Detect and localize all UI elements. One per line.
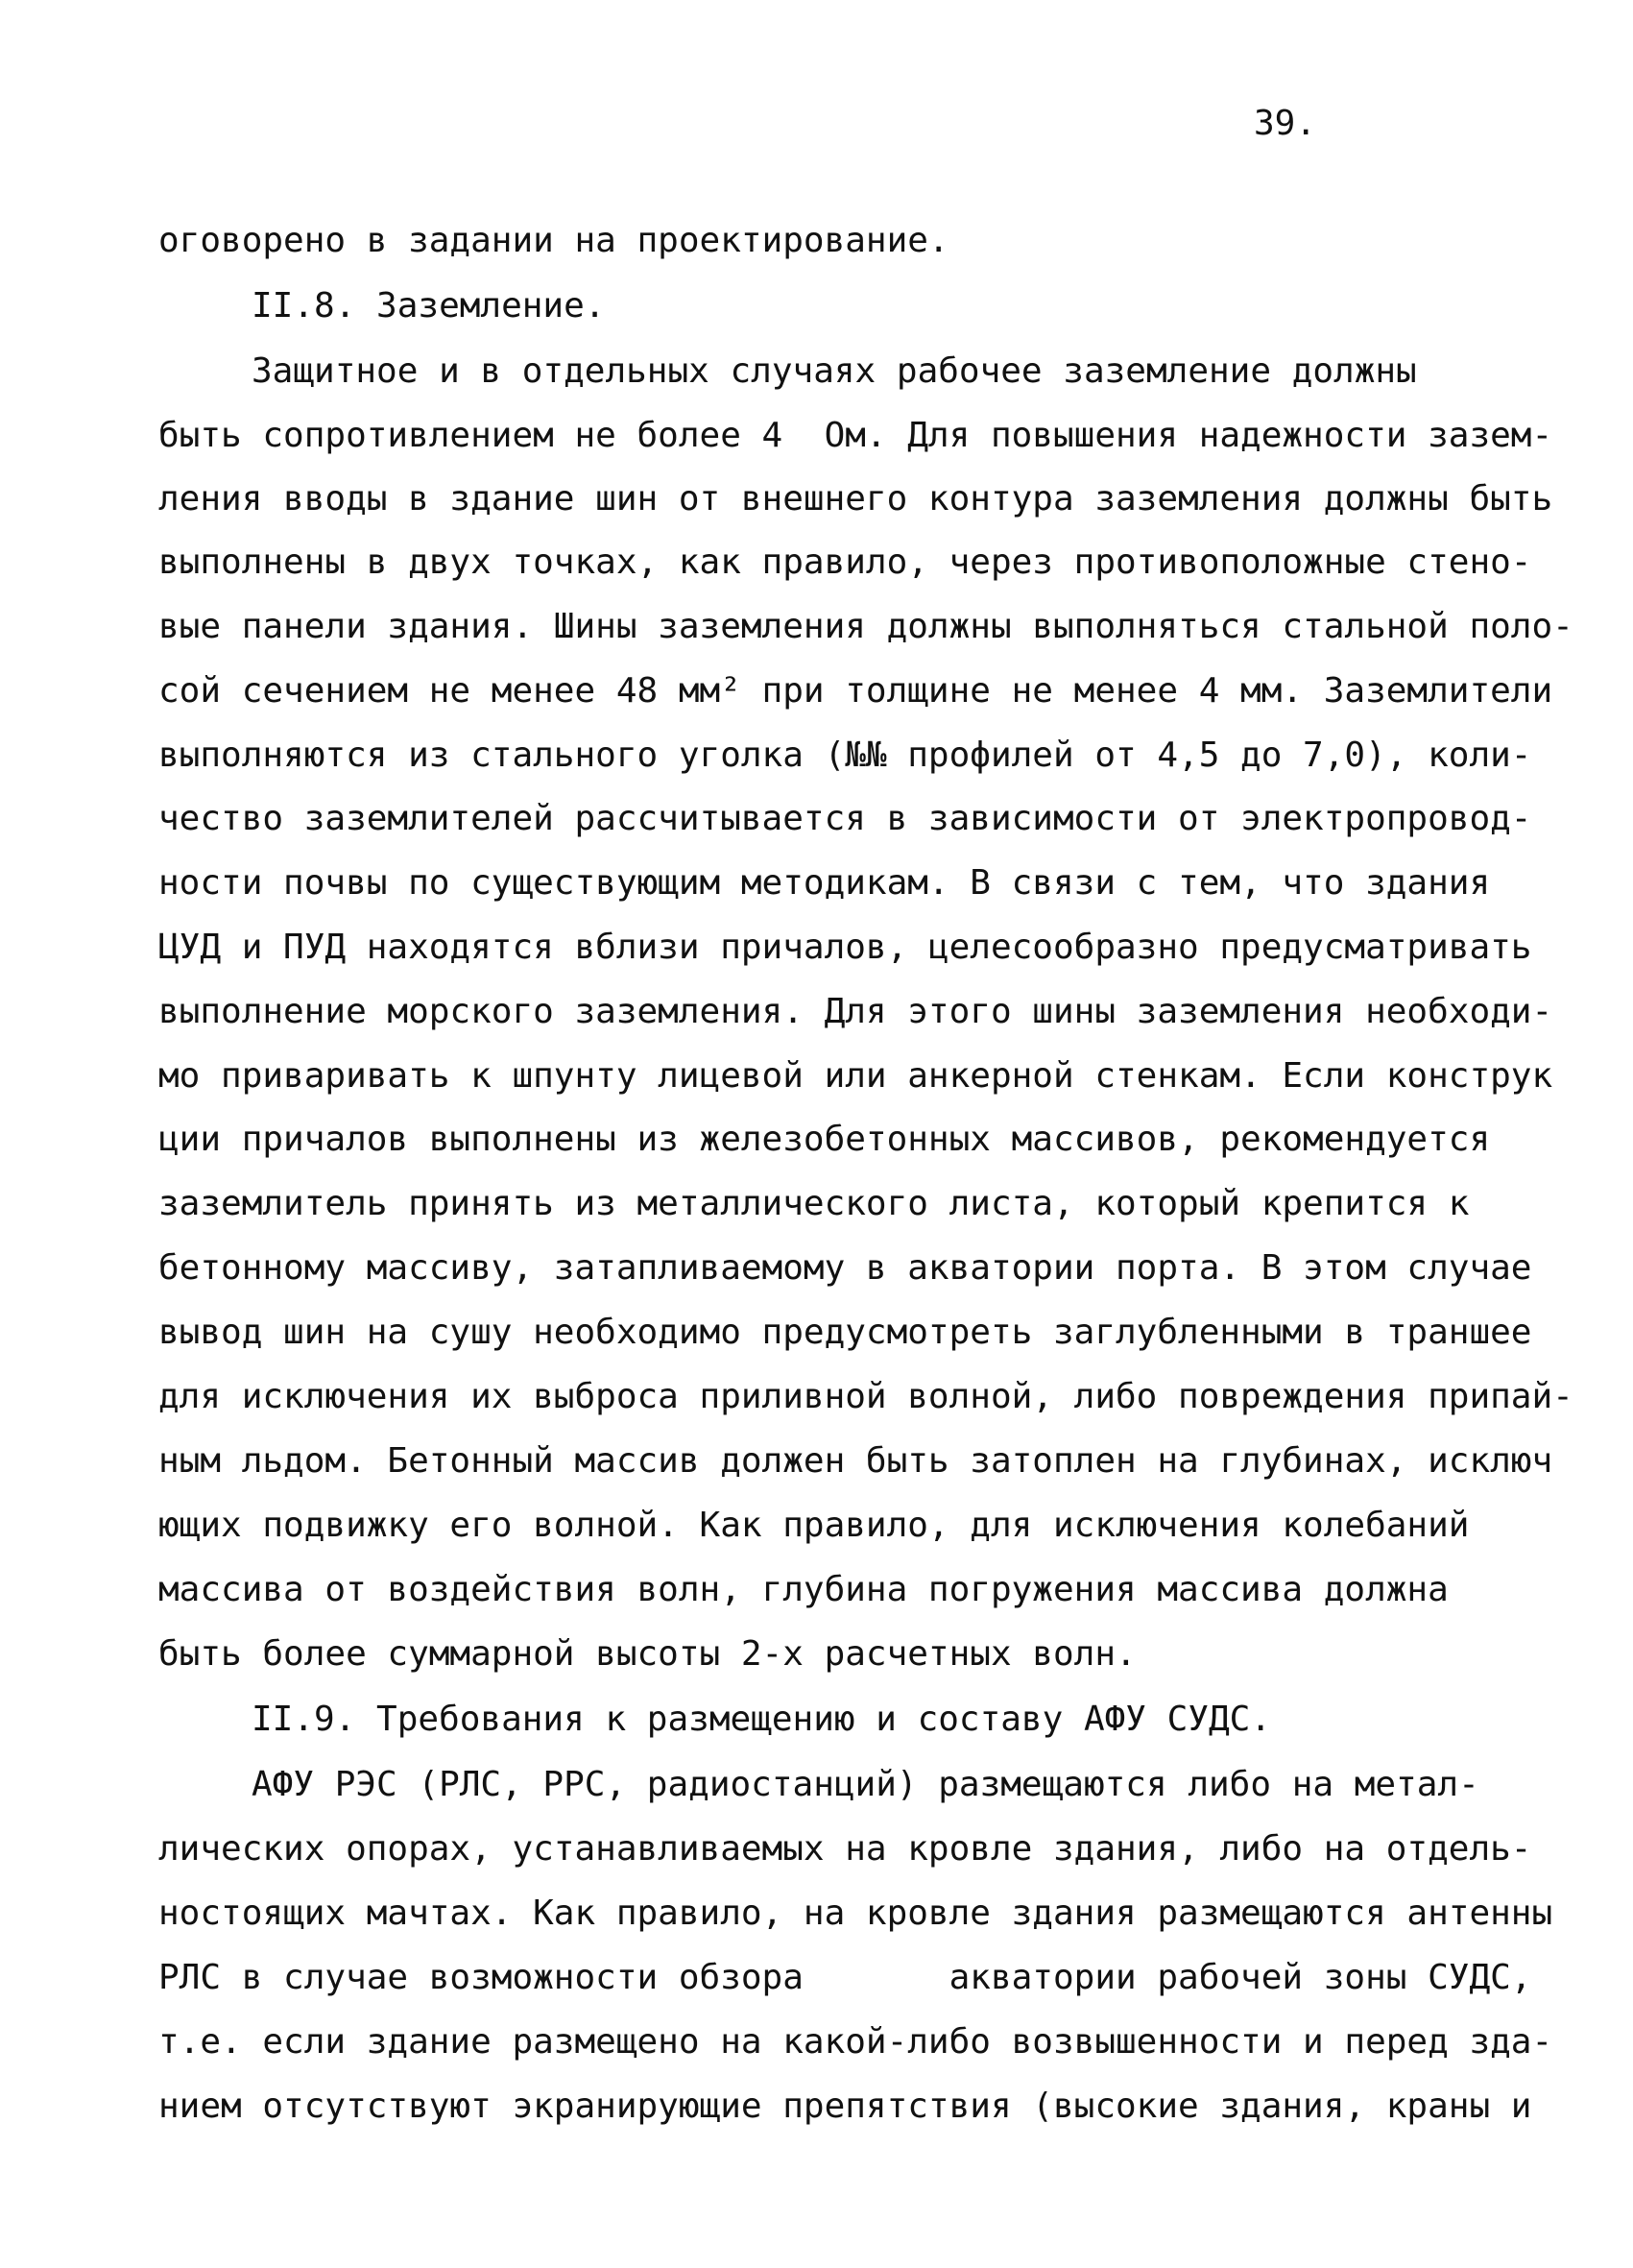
text-line: выполняются из стального уголка (№№ профилей от 4,5 до 7,0), коли- xyxy=(158,736,1532,775)
text-line: выполнены в двух точках, как правило, через противоположные стено- xyxy=(158,543,1532,582)
text-line: быть более суммарной высоты 2-х расчетных волн. xyxy=(158,1634,1137,1674)
text-line: мо приваривать к шпунту лицевой или анкерной стенкам. Если конструк xyxy=(158,1056,1553,1096)
text-line: т.е. если здание размещено на какой-либо возвышенности и перед зда- xyxy=(158,2022,1553,2062)
text-line: заземлитель принять из металлического листа, который крепится к xyxy=(158,1184,1470,1223)
text-line: вые панели здания. Шины заземления должны выполняться стальной поло- xyxy=(158,607,1573,646)
text-line: нием отсутствуют экранирующие препятствия (высокие здания, краны и xyxy=(158,2087,1532,2126)
text-line: ностоящих мачтах. Как правило, на кровле здания размещаются антенны xyxy=(158,1894,1553,1933)
page-number: 39. xyxy=(1254,104,1317,143)
text-line: ЦУД и ПУД находятся вблизи причалов, целесообразно предусматривать xyxy=(158,928,1532,967)
text-line: сой сечением не менее 48 мм² при толщине не менее 4 мм. Заземлители xyxy=(158,671,1553,711)
text-line: ции причалов выполнены из железобетонных массивов, рекомендуется xyxy=(158,1120,1491,1159)
text-line: АФУ РЭС (РЛС, РРС, радиостанций) размещаются либо на метал- xyxy=(252,1765,1479,1804)
text-line: бетонному массиву, затапливаемому в акватории порта. В этом случае xyxy=(158,1248,1532,1288)
text-line: вывод шин на сушу необходимо предусмотреть заглубленными в траншее xyxy=(158,1313,1532,1352)
text-line: для исключения их выброса приливной волной, либо повреждения припай- xyxy=(158,1377,1573,1416)
text-line: РЛС в случае возможности обзора акватории рабочей зоны СУДС, xyxy=(158,1958,1532,1997)
text-line: оговорено в задании на проектирование. xyxy=(158,221,949,260)
text-line: выполнение морского заземления. Для этого шины заземления необходи- xyxy=(158,992,1553,1031)
text-line: Защитное и в отдельных случаях рабочее заземление должны xyxy=(252,351,1417,391)
text-line: ным льдом. Бетонный массив должен быть затоплен на глубинах, исключ xyxy=(158,1441,1553,1481)
text-line: лических опорах, устанавливаемых на кровле здания, либо на отдель- xyxy=(158,1829,1532,1869)
text-line: быть сопротивлением не более 4 Ом. Для повышения надежности зазем- xyxy=(158,416,1553,455)
section-heading: II.9. Требования к размещению и составу АФУ СУДС. xyxy=(252,1700,1272,1739)
text-line: ления вводы в здание шин от внешнего контура заземления должны быть xyxy=(158,479,1553,519)
text-line: ности почвы по существующим методикам. В связи с тем, что здания xyxy=(158,863,1491,903)
text-line: чество заземлителей рассчитывается в зависимости от электропровод- xyxy=(158,799,1532,838)
text-line: массива от воздействия волн, глубина погружения массива должна xyxy=(158,1570,1449,1609)
section-heading: II.8. Заземление. xyxy=(252,286,606,326)
text-line: ющих подвижку его волной. Как правило, для исключения колебаний xyxy=(158,1506,1470,1545)
